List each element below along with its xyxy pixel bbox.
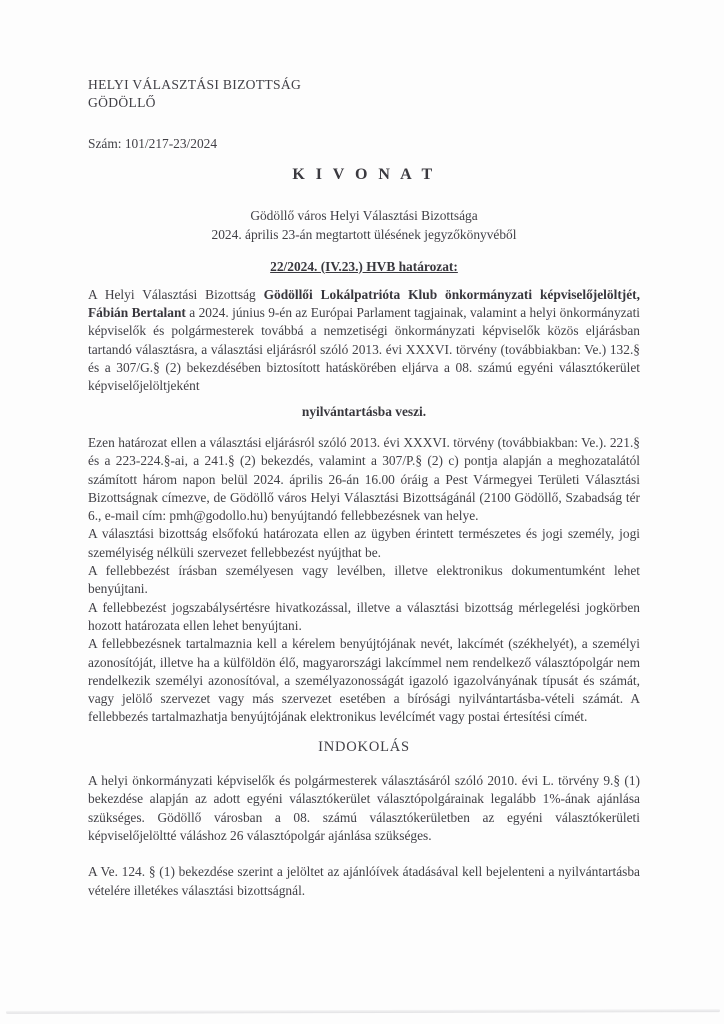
document-title: K I V O N A T: [292, 166, 436, 184]
appeal-paragraph: Ezen határozat ellen a választási eljárásról szóló 2013. évi XXXVI. törvény (továbbiakban: Ve.). 221.§ és a 223-224.§-ai, a 241.§ (2) bekezdés, valamint a 307/P.§ (2) c) pontja alapján a meghozatalától számított három napon belül 2024. április 26-án 16.00 óráig a Pest Vármegyei Területi Választási Bizottságnak címezve, de Gödöllő város Helyi Választási Bizottságánál (2100 Gödöllő, Szabadság tér 6., e-mail cím: pmh@godollo.hu) benyújtandó fellebbezésnek van helye.: [88, 434, 640, 524]
scanner-edge-artifact: [6, 1009, 720, 1014]
letterhead-city: GÖDÖLLŐ: [88, 94, 156, 110]
letterhead-organization: HELYI VÁLASZTÁSI BIZOTTSÁG: [88, 77, 302, 92]
justification-paragraph: A Ve. 124. § (1) bekezdése szerint a jelöltet az ajánlóívek átadásával kell bejelenteni a nyilvántartásba vételére illetékes választási bizottságnál.: [88, 864, 640, 898]
candidate-and-organization: Gödöllői Lokálpatrióta Klub önkormányzati képviselőjelöltjét, Fábián Bertalant: [88, 286, 640, 321]
appeal-instructions: [88, 434, 640, 727]
justification-heading: INDOKOLÁS: [318, 738, 410, 755]
case-number: Szám: 101/217-23/2024: [88, 136, 218, 151]
session-subtitle: [88, 206, 640, 245]
letterhead: [88, 76, 640, 111]
appeal-paragraph: A fellebbezésnek tartalmaznia kell a kérelem benyújtójának nevét, lakcímét (székhelyét), a személyi azonosítóját, illetve ha a külföldön élő, magyarországi lakcímmel nem rendelkező választópolgár nem rendelkezik személyi azonosítóval, a személyazonosságát igazoló igazolványának típusát és számát, vagy jelölő szervezet vagy más szervezet esetében a bírósági nyilvántartásba-vételi számát. A fellebbezés tartalmazhatja benyújtójának elektronikus levélcímét vagy postai értesítési címét.: [88, 636, 640, 725]
justification-paragraph: A helyi önkormányzati képviselők és polgármesterek választásáról szóló 2010. évi L. törvény 9.§ (1) bekezdése alapján az adott egyéni választókerület választópolgárainak legalább 1%-ának ajánlása szükséges. Gödöllő városban a 08. számú választókerületben az egyéni választókerületi képviselőjelöltté váláshoz 26 választópolgár ajánlása szükséges.: [88, 773, 640, 843]
document-content: [88, 0, 640, 900]
subtitle-line-2: 2024. április 23-án megtartott ülésének jegyzőkönyvéből: [211, 227, 517, 243]
decision-intro: A Helyi Választási Bizottság: [88, 286, 264, 302]
appeal-paragraph: A fellebbezést írásban személyesen vagy levélben, illetve elektronikus dokumentumként lehet benyújtani.: [88, 563, 640, 597]
appeal-paragraph: A választási bizottság elsőfokú határozata ellen az ügyben érintett természetes és jogi személy, jogi személyiség nélküli szervezet fellebbezést nyújthat be.: [88, 526, 640, 560]
decision-heading: 22/2024. (IV.23.) HVB határozat:: [270, 258, 458, 274]
verdict-line: nyilvántartásba veszi.: [301, 403, 427, 419]
decision-paragraph: [88, 286, 640, 396]
subtitle-line-1: Gödöllő város Helyi Választási Bizottsága: [250, 207, 478, 223]
decision-body: a 2024. június 9-én az Európai Parlament tagjainak, valamint a helyi önkormányzati képviselők és polgármesterek továbbá a nemzetiségi önkormányzati képviselők közös eljárásban tartandó választásra, a választási eljárásról szóló 2013. évi XXXVI. törvény (továbbiakban: Ve.) 132.§ és a 307/G.§ (2) bekezdésében biztosított hatáskörében eljárva a 08. számú egyéni választókerület képviselőjelöltjeként: [88, 305, 641, 394]
appeal-paragraph: A fellebbezést jogszabálysértésre hivatkozással, illetve a választási bizottság mérlegelési jogkörben hozott határozata ellen lehet benyújtani.: [88, 599, 640, 633]
